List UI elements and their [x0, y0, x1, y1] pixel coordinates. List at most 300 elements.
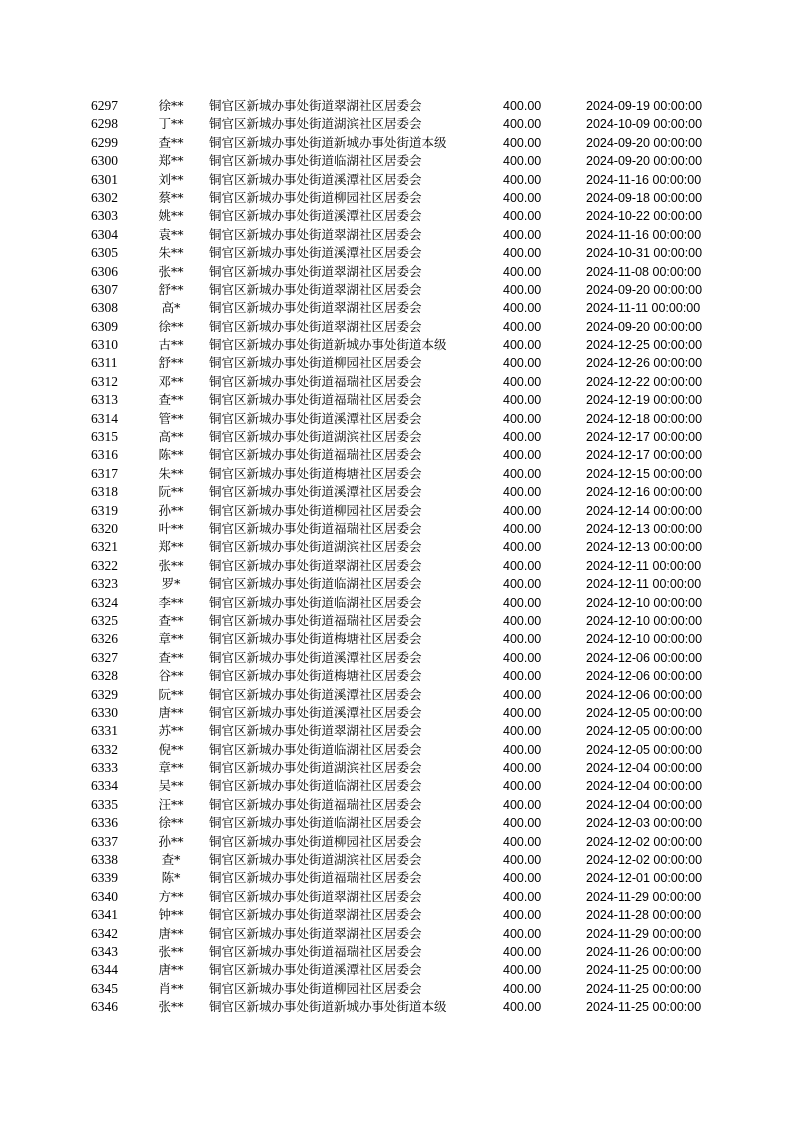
recipient-name: 古** [158, 337, 184, 353]
organization: 铜官区新城办事处街道福瑞社区居委会 [209, 943, 422, 959]
recipient-name: 张** [158, 263, 184, 279]
issue-date: 2024-12-04 00:00:00 [586, 761, 703, 776]
recipient-name: 吴** [158, 778, 184, 794]
record-id: 6320 [91, 520, 118, 536]
amount: 400.00 [503, 135, 542, 150]
recipient-name: 刘** [158, 171, 184, 187]
table-row [0, 704, 793, 722]
issue-date: 2024-11-08 00:00:00 [586, 264, 702, 279]
table-row [0, 189, 793, 207]
amount: 400.00 [503, 485, 542, 500]
amount: 400.00 [503, 1000, 542, 1015]
table-row [0, 538, 793, 556]
issue-date: 2024-12-16 00:00:00 [586, 485, 703, 500]
record-id: 6329 [91, 686, 118, 702]
amount: 400.00 [503, 650, 542, 665]
table-row [0, 943, 793, 961]
organization: 铜官区新城办事处街道翠湖社区居委会 [209, 300, 422, 316]
recipient-name: 蔡** [158, 189, 184, 205]
issue-date: 2024-09-20 00:00:00 [586, 154, 703, 169]
amount: 400.00 [503, 172, 542, 187]
organization: 铜官区新城办事处街道福瑞社区居委会 [209, 392, 422, 408]
table-row [0, 759, 793, 777]
record-id: 6336 [91, 815, 118, 831]
issue-date: 2024-12-10 00:00:00 [586, 613, 703, 628]
issue-date: 2024-11-11 00:00:00 [586, 301, 701, 316]
record-id: 6301 [91, 171, 118, 187]
organization: 铜官区新城办事处街道溪潭社区居委会 [209, 410, 422, 426]
recipient-name: 张** [158, 999, 184, 1015]
table-row [0, 465, 793, 483]
record-id: 6332 [91, 741, 118, 757]
table-row [0, 796, 793, 814]
record-id: 6315 [91, 429, 118, 445]
amount: 400.00 [503, 705, 542, 720]
record-id: 6335 [91, 796, 118, 812]
recipient-name: 方** [158, 888, 184, 904]
table-row [0, 833, 793, 851]
table-row [0, 686, 793, 704]
amount: 400.00 [503, 411, 542, 426]
table-row [0, 502, 793, 520]
table-row [0, 281, 793, 299]
table-row [0, 869, 793, 887]
issue-date: 2024-12-05 00:00:00 [586, 724, 703, 739]
recipient-name: 汪** [158, 796, 184, 812]
recipient-name: 唐** [158, 962, 184, 978]
amount: 400.00 [503, 944, 542, 959]
amount: 400.00 [503, 246, 542, 261]
recipient-name: 徐** [158, 318, 184, 334]
recipient-name: 谷** [158, 668, 184, 684]
issue-date: 2024-12-10 00:00:00 [586, 632, 703, 647]
record-id: 6313 [91, 392, 118, 408]
amount: 400.00 [503, 117, 542, 132]
table-row [0, 998, 793, 1016]
amount: 400.00 [503, 889, 542, 904]
recipient-name: 肖** [158, 980, 184, 996]
amount: 400.00 [503, 503, 542, 518]
organization: 铜官区新城办事处街道福瑞社区居委会 [209, 373, 422, 389]
issue-date: 2024-12-04 00:00:00 [586, 779, 703, 794]
amount: 400.00 [503, 356, 542, 371]
record-id: 6297 [91, 98, 118, 113]
organization: 铜官区新城办事处街道临湖社区居委会 [209, 741, 422, 757]
table-row [0, 575, 793, 593]
organization: 铜官区新城办事处街道翠湖社区居委会 [209, 907, 422, 923]
recipient-name: 徐** [158, 98, 184, 113]
record-id: 6333 [91, 760, 118, 776]
table-row [0, 226, 793, 244]
table-row [0, 888, 793, 906]
organization: 铜官区新城办事处街道临湖社区居委会 [209, 576, 422, 592]
organization: 铜官区新城办事处街道湖滨社区居委会 [209, 852, 422, 868]
recipient-name: 查** [158, 392, 184, 408]
recipient-name: 钟** [158, 907, 184, 923]
table-row [0, 520, 793, 538]
organization: 铜官区新城办事处街道溪潭社区居委会 [209, 962, 422, 978]
organization: 铜官区新城办事处街道新城办事处街道本级 [209, 337, 447, 353]
table-row [0, 594, 793, 612]
amount: 400.00 [503, 154, 542, 169]
table-row [0, 649, 793, 667]
recipient-name: 高* [161, 300, 181, 316]
issue-date: 2024-12-06 00:00:00 [586, 687, 703, 702]
amount: 400.00 [503, 724, 542, 739]
organization: 铜官区新城办事处街道福瑞社区居委会 [209, 447, 422, 463]
recipient-name: 朱** [158, 245, 184, 261]
amount: 400.00 [503, 816, 542, 831]
record-id: 6298 [91, 116, 118, 132]
issue-date: 2024-12-11 00:00:00 [586, 577, 702, 592]
recipient-name: 管** [158, 410, 184, 426]
amount: 400.00 [503, 963, 542, 978]
issue-date: 2024-09-19 00:00:00 [586, 99, 703, 113]
record-id: 6339 [91, 870, 118, 886]
amount: 400.00 [503, 430, 542, 445]
recipient-name: 姚** [158, 208, 184, 224]
organization: 铜官区新城办事处街道翠湖社区居委会 [209, 557, 422, 573]
table-row [0, 391, 793, 409]
organization: 铜官区新城办事处街道溪潭社区居委会 [209, 704, 422, 720]
issue-date: 2024-12-01 00:00:00 [586, 871, 703, 886]
record-id: 6321 [91, 539, 118, 555]
record-id: 6344 [91, 962, 118, 978]
recipient-name: 查** [158, 134, 184, 150]
recipient-name: 张** [158, 943, 184, 959]
issue-date: 2024-10-31 00:00:00 [586, 246, 703, 261]
amount: 400.00 [503, 338, 542, 353]
recipient-name: 阮** [158, 686, 184, 702]
organization: 铜官区新城办事处街道新城办事处街道本级 [209, 999, 447, 1015]
issue-date: 2024-12-19 00:00:00 [586, 393, 703, 408]
table-row [0, 630, 793, 648]
table-row [0, 483, 793, 501]
record-id: 6317 [91, 465, 118, 481]
recipient-name: 舒** [158, 281, 184, 297]
record-id: 6303 [91, 208, 118, 224]
recipient-name: 徐** [158, 815, 184, 831]
record-id: 6327 [91, 649, 118, 665]
table-row [0, 925, 793, 943]
amount: 400.00 [503, 834, 542, 849]
recipient-name: 叶** [158, 520, 184, 536]
issue-date: 2024-10-22 00:00:00 [586, 209, 703, 224]
record-id: 6310 [91, 337, 118, 353]
recipient-name: 查** [158, 612, 184, 628]
issue-date: 2024-12-02 00:00:00 [586, 853, 703, 868]
recipient-name: 李** [158, 594, 184, 610]
table-row [0, 318, 793, 336]
record-id: 6323 [91, 576, 118, 592]
record-id: 6340 [91, 888, 118, 904]
organization: 铜官区新城办事处街道梅塘社区居委会 [209, 631, 422, 647]
recipient-name: 丁** [158, 116, 184, 132]
issue-date: 2024-12-25 00:00:00 [586, 338, 703, 353]
issue-date: 2024-11-25 00:00:00 [586, 1000, 702, 1015]
table-row [0, 373, 793, 391]
record-id: 6318 [91, 484, 118, 500]
amount: 400.00 [503, 558, 542, 573]
table-row [0, 244, 793, 262]
record-id: 6334 [91, 778, 118, 794]
table-row [0, 557, 793, 575]
organization: 铜官区新城办事处街道湖滨社区居委会 [209, 116, 422, 132]
table-row [0, 263, 793, 281]
recipient-name: 罗* [161, 576, 181, 592]
amount: 400.00 [503, 613, 542, 628]
recipient-name: 邓** [158, 373, 184, 389]
record-id: 6307 [91, 281, 118, 297]
table-row [0, 134, 793, 152]
recipient-name: 查** [158, 649, 184, 665]
record-id: 6328 [91, 668, 118, 684]
table-row [0, 612, 793, 630]
organization: 铜官区新城办事处街道翠湖社区居委会 [209, 281, 422, 297]
record-id: 6326 [91, 631, 118, 647]
issue-date: 2024-12-13 00:00:00 [586, 521, 703, 536]
issue-date: 2024-12-17 00:00:00 [586, 448, 703, 463]
organization: 铜官区新城办事处街道翠湖社区居委会 [209, 925, 422, 941]
organization: 铜官区新城办事处街道梅塘社区居委会 [209, 465, 422, 481]
organization: 铜官区新城办事处街道翠湖社区居委会 [209, 226, 422, 242]
record-id: 6312 [91, 373, 118, 389]
recipient-name: 朱** [158, 465, 184, 481]
amount: 400.00 [503, 669, 542, 684]
recipient-name: 高** [158, 429, 184, 445]
issue-date: 2024-11-16 00:00:00 [586, 172, 702, 187]
recipient-name: 袁** [158, 226, 184, 242]
issue-date: 2024-11-25 00:00:00 [586, 963, 702, 978]
recipient-name: 倪** [158, 741, 184, 757]
organization: 铜官区新城办事处街道溪潭社区居委会 [209, 686, 422, 702]
table-row [0, 980, 793, 998]
amount: 400.00 [503, 853, 542, 868]
recipient-name: 章** [158, 631, 184, 647]
amount: 400.00 [503, 301, 542, 316]
organization: 铜官区新城办事处街道溪潭社区居委会 [209, 484, 422, 500]
table-row [0, 97, 793, 115]
organization: 铜官区新城办事处街道临湖社区居委会 [209, 815, 422, 831]
organization: 铜官区新城办事处街道湖滨社区居委会 [209, 429, 422, 445]
recipient-name: 孙** [158, 833, 184, 849]
organization: 铜官区新城办事处街道临湖社区居委会 [209, 153, 422, 169]
issue-date: 2024-12-10 00:00:00 [586, 595, 703, 610]
amount: 400.00 [503, 227, 542, 242]
amount: 400.00 [503, 926, 542, 941]
amount: 400.00 [503, 99, 542, 113]
recipient-name: 舒** [158, 355, 184, 371]
recipient-name: 苏** [158, 723, 184, 739]
recipient-name: 唐** [158, 925, 184, 941]
table-row [0, 722, 793, 740]
amount: 400.00 [503, 540, 542, 555]
amount: 400.00 [503, 209, 542, 224]
organization: 铜官区新城办事处街道柳园社区居委会 [209, 355, 422, 371]
table-row [0, 410, 793, 428]
amount: 400.00 [503, 742, 542, 757]
record-id: 6343 [91, 943, 118, 959]
organization: 铜官区新城办事处街道临湖社区居委会 [209, 778, 422, 794]
amount: 400.00 [503, 761, 542, 776]
table-row [0, 777, 793, 795]
record-id: 6309 [91, 318, 118, 334]
organization: 铜官区新城办事处街道福瑞社区居委会 [209, 796, 422, 812]
record-id: 6337 [91, 833, 118, 849]
amount: 400.00 [503, 374, 542, 389]
record-id: 6302 [91, 189, 118, 205]
table-row [0, 741, 793, 759]
amount: 400.00 [503, 466, 542, 481]
amount: 400.00 [503, 521, 542, 536]
organization: 铜官区新城办事处街道福瑞社区居委会 [209, 520, 422, 536]
issue-date: 2024-12-14 00:00:00 [586, 503, 703, 518]
organization: 铜官区新城办事处街道临湖社区居委会 [209, 594, 422, 610]
organization: 铜官区新城办事处街道溪潭社区居委会 [209, 171, 422, 187]
amount: 400.00 [503, 448, 542, 463]
organization: 铜官区新城办事处街道翠湖社区居委会 [209, 888, 422, 904]
record-id: 6304 [91, 226, 118, 242]
issue-date: 2024-09-18 00:00:00 [586, 190, 703, 205]
table-row [0, 207, 793, 225]
organization: 铜官区新城办事处街道翠湖社区居委会 [209, 263, 422, 279]
recipient-name: 唐** [158, 704, 184, 720]
table-row [0, 428, 793, 446]
amount: 400.00 [503, 632, 542, 647]
recipient-name: 孙** [158, 502, 184, 518]
amount: 400.00 [503, 779, 542, 794]
table-row [0, 667, 793, 685]
organization: 铜官区新城办事处街道柳园社区居委会 [209, 502, 422, 518]
amount: 400.00 [503, 908, 542, 923]
record-id: 6330 [91, 704, 118, 720]
table-row [0, 336, 793, 354]
issue-date: 2024-11-26 00:00:00 [586, 944, 702, 959]
issue-date: 2024-12-11 00:00:00 [586, 558, 702, 573]
issue-date: 2024-11-29 00:00:00 [586, 926, 702, 941]
record-id: 6341 [91, 907, 118, 923]
organization: 铜官区新城办事处街道湖滨社区居委会 [209, 539, 422, 555]
organization: 铜官区新城办事处街道柳园社区居委会 [209, 833, 422, 849]
organization: 铜官区新城办事处街道翠湖社区居委会 [209, 318, 422, 334]
organization: 铜官区新城办事处街道柳园社区居委会 [209, 189, 422, 205]
record-id: 6324 [91, 594, 118, 610]
table-row [0, 152, 793, 170]
record-id: 6346 [91, 999, 118, 1015]
issue-date: 2024-12-26 00:00:00 [586, 356, 703, 371]
recipient-name: 郑** [158, 153, 184, 169]
issue-date: 2024-11-29 00:00:00 [586, 889, 702, 904]
record-id: 6305 [91, 245, 118, 261]
amount: 400.00 [503, 981, 542, 996]
amount: 400.00 [503, 282, 542, 297]
recipient-name: 查* [161, 852, 181, 868]
recipient-name: 张** [158, 557, 184, 573]
organization: 铜官区新城办事处街道新城办事处街道本级 [209, 134, 447, 150]
table-row [0, 446, 793, 464]
record-id: 6314 [91, 410, 118, 426]
organization: 铜官区新城办事处街道翠湖社区居委会 [209, 98, 422, 113]
issue-date: 2024-11-25 00:00:00 [586, 981, 702, 996]
amount: 400.00 [503, 687, 542, 702]
table-row [0, 961, 793, 979]
recipient-name: 陈** [158, 447, 184, 463]
issue-date: 2024-12-15 00:00:00 [586, 466, 703, 481]
table-row [0, 115, 793, 133]
record-id: 6325 [91, 612, 118, 628]
record-id: 6345 [91, 980, 118, 996]
table-row [0, 299, 793, 317]
organization: 铜官区新城办事处街道溪潭社区居委会 [209, 208, 422, 224]
recipient-name: 章** [158, 760, 184, 776]
organization: 铜官区新城办事处街道福瑞社区居委会 [209, 870, 422, 886]
organization: 铜官区新城办事处街道梅塘社区居委会 [209, 668, 422, 684]
organization: 铜官区新城办事处街道溪潭社区居委会 [209, 245, 422, 261]
amount: 400.00 [503, 319, 542, 334]
amount: 400.00 [503, 393, 542, 408]
record-id: 6300 [91, 153, 118, 169]
record-id: 6322 [91, 557, 118, 573]
recipient-name: 郑** [158, 539, 184, 555]
recipient-name: 陈* [161, 870, 181, 886]
issue-date: 2024-12-04 00:00:00 [586, 797, 703, 812]
organization: 铜官区新城办事处街道福瑞社区居委会 [209, 612, 422, 628]
issue-date: 2024-10-09 00:00:00 [586, 117, 703, 132]
issue-date: 2024-12-18 00:00:00 [586, 411, 703, 426]
amount: 400.00 [503, 190, 542, 205]
issue-date: 2024-12-13 00:00:00 [586, 540, 703, 555]
issue-date: 2024-09-20 00:00:00 [586, 319, 703, 334]
record-id: 6311 [91, 355, 118, 371]
issue-date: 2024-12-03 00:00:00 [586, 816, 703, 831]
record-id: 6316 [91, 447, 118, 463]
issue-date: 2024-12-22 00:00:00 [586, 374, 703, 389]
table-row [0, 814, 793, 832]
record-id: 6306 [91, 263, 118, 279]
issue-date: 2024-12-02 00:00:00 [586, 834, 703, 849]
table-row [0, 171, 793, 189]
table-row [0, 354, 793, 372]
issue-date: 2024-09-20 00:00:00 [586, 135, 703, 150]
record-id: 6308 [91, 300, 118, 316]
records-table [0, 97, 793, 1017]
amount: 400.00 [503, 797, 542, 812]
organization: 铜官区新城办事处街道柳园社区居委会 [209, 980, 422, 996]
organization: 铜官区新城办事处街道湖滨社区居委会 [209, 760, 422, 776]
issue-date: 2024-12-06 00:00:00 [586, 669, 703, 684]
organization: 铜官区新城办事处街道翠湖社区居委会 [209, 723, 422, 739]
issue-date: 2024-12-17 00:00:00 [586, 430, 703, 445]
issue-date: 2024-12-06 00:00:00 [586, 650, 703, 665]
issue-date: 2024-12-05 00:00:00 [586, 705, 703, 720]
organization: 铜官区新城办事处街道溪潭社区居委会 [209, 649, 422, 665]
issue-date: 2024-12-05 00:00:00 [586, 742, 703, 757]
recipient-name: 阮** [158, 484, 184, 500]
table-row [0, 851, 793, 869]
amount: 400.00 [503, 595, 542, 610]
record-id: 6342 [91, 925, 118, 941]
table-row [0, 906, 793, 924]
record-id: 6319 [91, 502, 118, 518]
amount: 400.00 [503, 871, 542, 886]
record-id: 6299 [91, 134, 118, 150]
amount: 400.00 [503, 264, 542, 279]
record-id: 6331 [91, 723, 118, 739]
issue-date: 2024-09-20 00:00:00 [586, 282, 703, 297]
record-id: 6338 [91, 852, 118, 868]
issue-date: 2024-11-28 00:00:00 [586, 908, 702, 923]
issue-date: 2024-11-16 00:00:00 [586, 227, 702, 242]
